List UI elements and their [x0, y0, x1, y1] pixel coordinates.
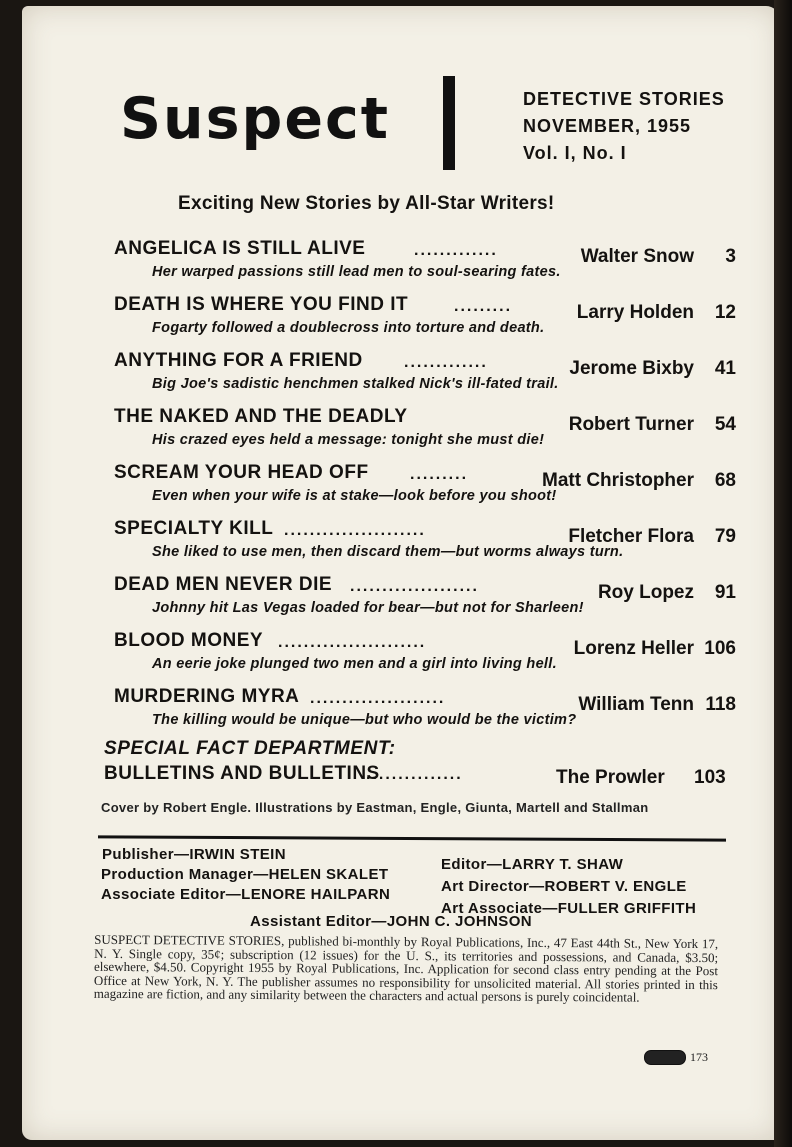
story-teaser: Big Joe's sadistic henchmen stalked Nick's ill-fated trail.: [152, 376, 559, 392]
story-author: Larry Holden: [576, 302, 694, 323]
tagline: Exciting New Stories by All-Star Writers!: [178, 193, 555, 214]
story-title: ANGELICA IS STILL ALIVE: [114, 238, 366, 259]
art-credits: Cover by Robert Engle. Illustrations by Eastman, Engle, Giunta, Martell and Stallman: [101, 800, 649, 815]
story-teaser: She liked to use men, then discard them—but worms always turn.: [152, 544, 624, 560]
story-author: Jerome Bixby: [569, 358, 694, 379]
story-page: 54: [714, 414, 736, 435]
toc-entry[interactable]: [114, 462, 744, 518]
story-title: SPECIALTY KILL: [114, 518, 274, 539]
masthead-date: NOVEMBER, 1955: [523, 116, 692, 136]
special-entry[interactable]: [104, 763, 744, 793]
story-author: Robert Turner: [568, 414, 694, 435]
toc-entry[interactable]: [114, 238, 744, 294]
story-title: BLOOD MONEY: [114, 630, 264, 651]
toc-entry[interactable]: [114, 686, 744, 742]
story-page: 41: [714, 358, 736, 379]
story-title: DEAD MEN NEVER DIE: [114, 574, 333, 595]
leader-dots: .....................: [310, 690, 446, 707]
masthead-series: DETECTIVE STORIES: [523, 89, 725, 109]
story-title: ANYTHING FOR A FRIEND: [114, 350, 363, 371]
toc-entry[interactable]: [114, 294, 744, 350]
story-page: 68: [714, 470, 736, 491]
magazine-logo: Suspect: [120, 86, 391, 152]
toc-entry[interactable]: [114, 630, 744, 686]
special-heading: SPECIAL FACT DEPARTMENT:: [104, 738, 396, 759]
staff-production: Production Manager—HELEN SKALET: [101, 866, 389, 883]
special-title: BULLETINS AND BULLETINS: [104, 763, 380, 784]
story-teaser: Her warped passions still lead men to soul-searing fates.: [152, 264, 561, 280]
leader-dots: .........: [410, 466, 469, 483]
staff-art-associate: Art Associate—FULLER GRIFFITH: [441, 900, 697, 917]
story-title: SCREAM YOUR HEAD OFF: [114, 462, 369, 483]
story-page: 118: [705, 694, 736, 715]
staff-associate-editor: Associate Editor—LENORE HAILPARN: [101, 886, 391, 903]
special-department: [104, 738, 744, 793]
story-author: William Tenn: [578, 694, 694, 715]
table-of-contents: [114, 238, 744, 742]
story-author: Walter Snow: [580, 246, 694, 267]
leader-dots: ...............: [366, 766, 463, 783]
leader-dots: .......................: [278, 634, 427, 651]
masthead-divider: [443, 76, 455, 170]
story-teaser: Fogarty followed a doublecross into torture and death.: [152, 320, 545, 336]
staff-assistant-editor: Assistant Editor—JOHN C. JOHNSON: [250, 913, 533, 930]
masthead-volume: Vol. I, No. I: [523, 143, 627, 163]
story-page: 106: [704, 638, 736, 659]
leader-dots: .........: [454, 298, 513, 315]
toc-entry[interactable]: [114, 406, 744, 462]
staff-editor: Editor—LARRY T. SHAW: [441, 856, 624, 873]
page-number: 173: [690, 1050, 708, 1064]
publisher-logo-icon: [644, 1050, 686, 1065]
special-page: 103: [694, 767, 726, 788]
story-author: Roy Lopez: [597, 582, 694, 603]
story-author: Fletcher Flora: [568, 526, 694, 547]
story-title: MURDERING MYRA: [114, 686, 300, 707]
staff-art-director: Art Director—ROBERT V. ENGLE: [441, 878, 687, 895]
story-author: Lorenz Heller: [573, 638, 694, 659]
story-page: 79: [714, 526, 736, 547]
leader-dots: ....................: [350, 578, 479, 595]
story-author: Matt Christopher: [542, 470, 694, 491]
story-teaser: Even when your wife is at stake—look before you shoot!: [152, 488, 557, 504]
story-page: 3: [725, 246, 736, 267]
leader-dots: ......................: [284, 522, 426, 539]
story-page: 91: [714, 582, 736, 603]
toc-entry[interactable]: [114, 574, 744, 630]
page-edge-shadow: [774, 0, 792, 1147]
publication-notice: SUSPECT DETECTIVE STORIES, published bi-monthly by Royal Publications, Inc., 47 East 44th St., New York 17, N. Y. Single copy, 35¢; subscription (12 issues) for the U. S., its territories and possessions, and Canada, $3.50; elsewhere, $4.50. Copyright 1955 by Royal Publications, Inc. Application for second class entry pending at the Post Office at New York, N. Y. The publisher assumes no responsibility for unsolicited material. All stories printed in this magazine are fiction, and any similarity between the characters and actual persons is purely coincidental.: [93, 931, 719, 1005]
story-teaser: The killing would be unique—but who would be the victim?: [152, 712, 577, 728]
staff-publisher: Publisher—IRWIN STEIN: [102, 846, 286, 863]
toc-entry[interactable]: [114, 350, 744, 406]
story-title: DEATH IS WHERE YOU FIND IT: [114, 294, 409, 315]
story-teaser: Johnny hit Las Vegas loaded for bear—but not for Sharleen!: [152, 600, 584, 616]
story-teaser: An eerie joke plunged two men and a girl into living hell.: [152, 656, 557, 672]
story-teaser: His crazed eyes held a message: tonight she must die!: [152, 432, 545, 448]
special-author: The Prowler: [556, 767, 665, 788]
masthead-info: [523, 86, 725, 167]
leader-dots: .............: [414, 242, 498, 259]
leader-dots: .............: [404, 354, 488, 371]
toc-entry[interactable]: [114, 518, 744, 574]
story-title: THE NAKED AND THE DEADLY: [114, 406, 408, 427]
story-page: 12: [714, 302, 736, 323]
